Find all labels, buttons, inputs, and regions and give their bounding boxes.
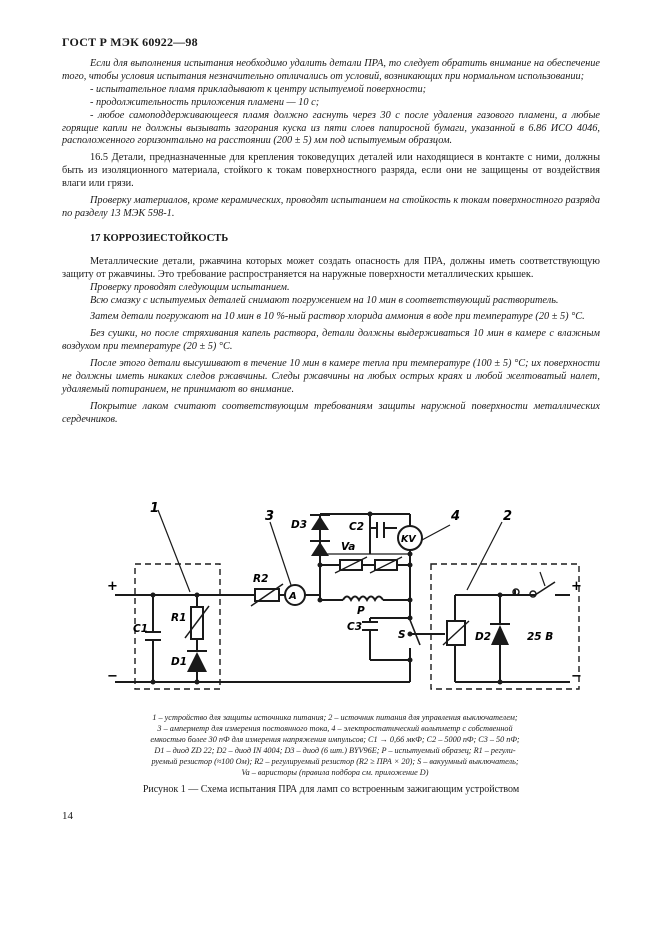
document-body — [62, 58, 600, 427]
plus-left: + — [107, 579, 118, 594]
label-d3: D3 — [291, 519, 308, 531]
legend-line: 3 – амперметр для измерения постоянного тока, 4 – электростатический вольтметр с собственной — [157, 724, 513, 733]
supply-box — [431, 564, 579, 689]
label-c3: C3 — [347, 621, 363, 633]
paragraph: Металлические детали, ржавчина которых может создать опасность для ПРА, должны иметь соответствующую защиту от ржавчины. Это требование распространяется на наружные поверхности металлических крышек. — [62, 255, 600, 280]
legend-line: Va – варисторы (правила подбора см. приложение D) — [241, 768, 429, 777]
label-r2: R2 — [253, 573, 269, 585]
label-d2: D2 — [475, 631, 492, 643]
paragraph: Всю смазку с испытуемых деталей снимают погружением на 10 мин в соответствующий растворитель. — [90, 294, 559, 306]
label-1: 1 — [150, 501, 160, 516]
list-item: - продолжительность приложения пламени — 10 с; — [90, 96, 320, 108]
d2-diode — [491, 625, 509, 645]
label-c1: C1 — [133, 623, 149, 635]
paragraph: Проверку материалов, кроме керамических, проводят испытанием на стойкость к токам поверхностного разряда по разделу 13 МЭК 598-1. — [62, 195, 600, 219]
label-3: 3 — [265, 509, 275, 524]
page-number: 14 — [62, 810, 73, 822]
circuit-diagram — [95, 500, 585, 705]
d3-diode — [311, 542, 329, 556]
d1-diode — [187, 652, 207, 672]
figure-caption: Рисунок 1 — Схема испытания ПРА для ламп со встроенным зажигающим устройством — [142, 784, 520, 795]
minus-right: − — [571, 669, 582, 684]
paragraph: После этого детали высушивают в течение 10 мин в камере тепла при температуре (100 ± 5) °С; их поверхности не должны иметь никаких следов ржавчины. Следы ржавчины на любых острых краях и любой желтоватый налет, удаляемый потиранием, не принимают во внимание. — [62, 358, 600, 395]
label-c2: C2 — [349, 521, 365, 533]
p-test-sample — [343, 597, 383, 601]
section-title: 17 КОРРОЗИЕСТОЙКОСТЬ — [90, 232, 229, 244]
label-25v: 25 B — [527, 631, 554, 643]
legend-line: D1 – диод ZD 22; D2 – диод IN 4004; D3 – диод (6 шт.) BYV96E; P – испытуемый образец; R1 – регули- — [154, 746, 516, 755]
legend-line: 1 – устройство для защиты источника питания; 2 – источник питания для управления выключателем; — [152, 713, 518, 722]
legend-line: емкостью более 30 пФ для измерения напряжения импульсов; C1 → 0,66 мкФ; C2 – 5000 пФ; C3 – 50 пФ; — [150, 735, 520, 744]
document-header: ГОСТ Р МЭК 60922—98 — [62, 35, 198, 49]
legend-line: руемый резистор (≈100 Ом); R2 – регулируемый резистор (R2 ≥ ПРА × 20); S – вакуумный выключатель; — [151, 757, 519, 766]
label-kv: KV — [401, 534, 416, 545]
minus-left: − — [107, 669, 118, 684]
list-item: - испытательное пламя прикладывают к центру испытуемой поверхности; — [90, 83, 427, 95]
d3-diode — [311, 516, 329, 530]
paragraph: Покрытие лаком считают соответствующим требованиям защиты наружной поверхности металлических сердечников. — [62, 400, 600, 425]
label-a: A — [289, 591, 297, 602]
paragraph: 16.5 Детали, предназначенные для крепления токоведущих деталей или находящиеся в контакте с ними, должны быть из изоляционного материала, стойкого к токам поверхностного разряда, если они не защищены от воздействия влаги или грязи. — [62, 152, 600, 190]
paragraph: Без сушки, но после стряхивания капель раствора, детали должны выдерживаться 10 мин в камере с влажным воздухом при температуре (20 ± 5) °С. — [62, 328, 600, 353]
paragraph: Проверку проводят следующим испытанием. — [90, 281, 290, 293]
plus-right: + — [571, 579, 582, 594]
paragraph: Затем детали погружают на 10 мин в 10 %-ный раствор хлорида аммония в воде при температуре (20 ± 5) °С. — [90, 311, 585, 323]
label-2: 2 — [503, 509, 513, 524]
label-d1: D1 — [171, 656, 188, 668]
label-r1: R1 — [171, 612, 187, 624]
label-s: S — [398, 629, 406, 641]
paragraph: Если для выполнения испытания необходимо удалить детали ПРА, то следует обратить внимание на обеспечение того, чтобы условия испытания незначительно отличались от условий, возникающих при нормальном использовании; — [62, 58, 600, 82]
label-p: P — [357, 605, 365, 617]
label-4: 4 — [451, 509, 461, 524]
label-va: Va — [341, 541, 356, 553]
list-item: - любое самоподдерживающееся пламя должно гаснуть через 30 с после удаления газового пламени, а любые горящие капли не должны вызывать загорания куска из пяти слоев папиросной бумаги, указанной в 6.86 ИСО 4046, расположенного горизонтально на расстоянии (200 ± 5) мм под испытуемым образцом. — [62, 109, 600, 147]
figure-legend — [100, 712, 570, 778]
